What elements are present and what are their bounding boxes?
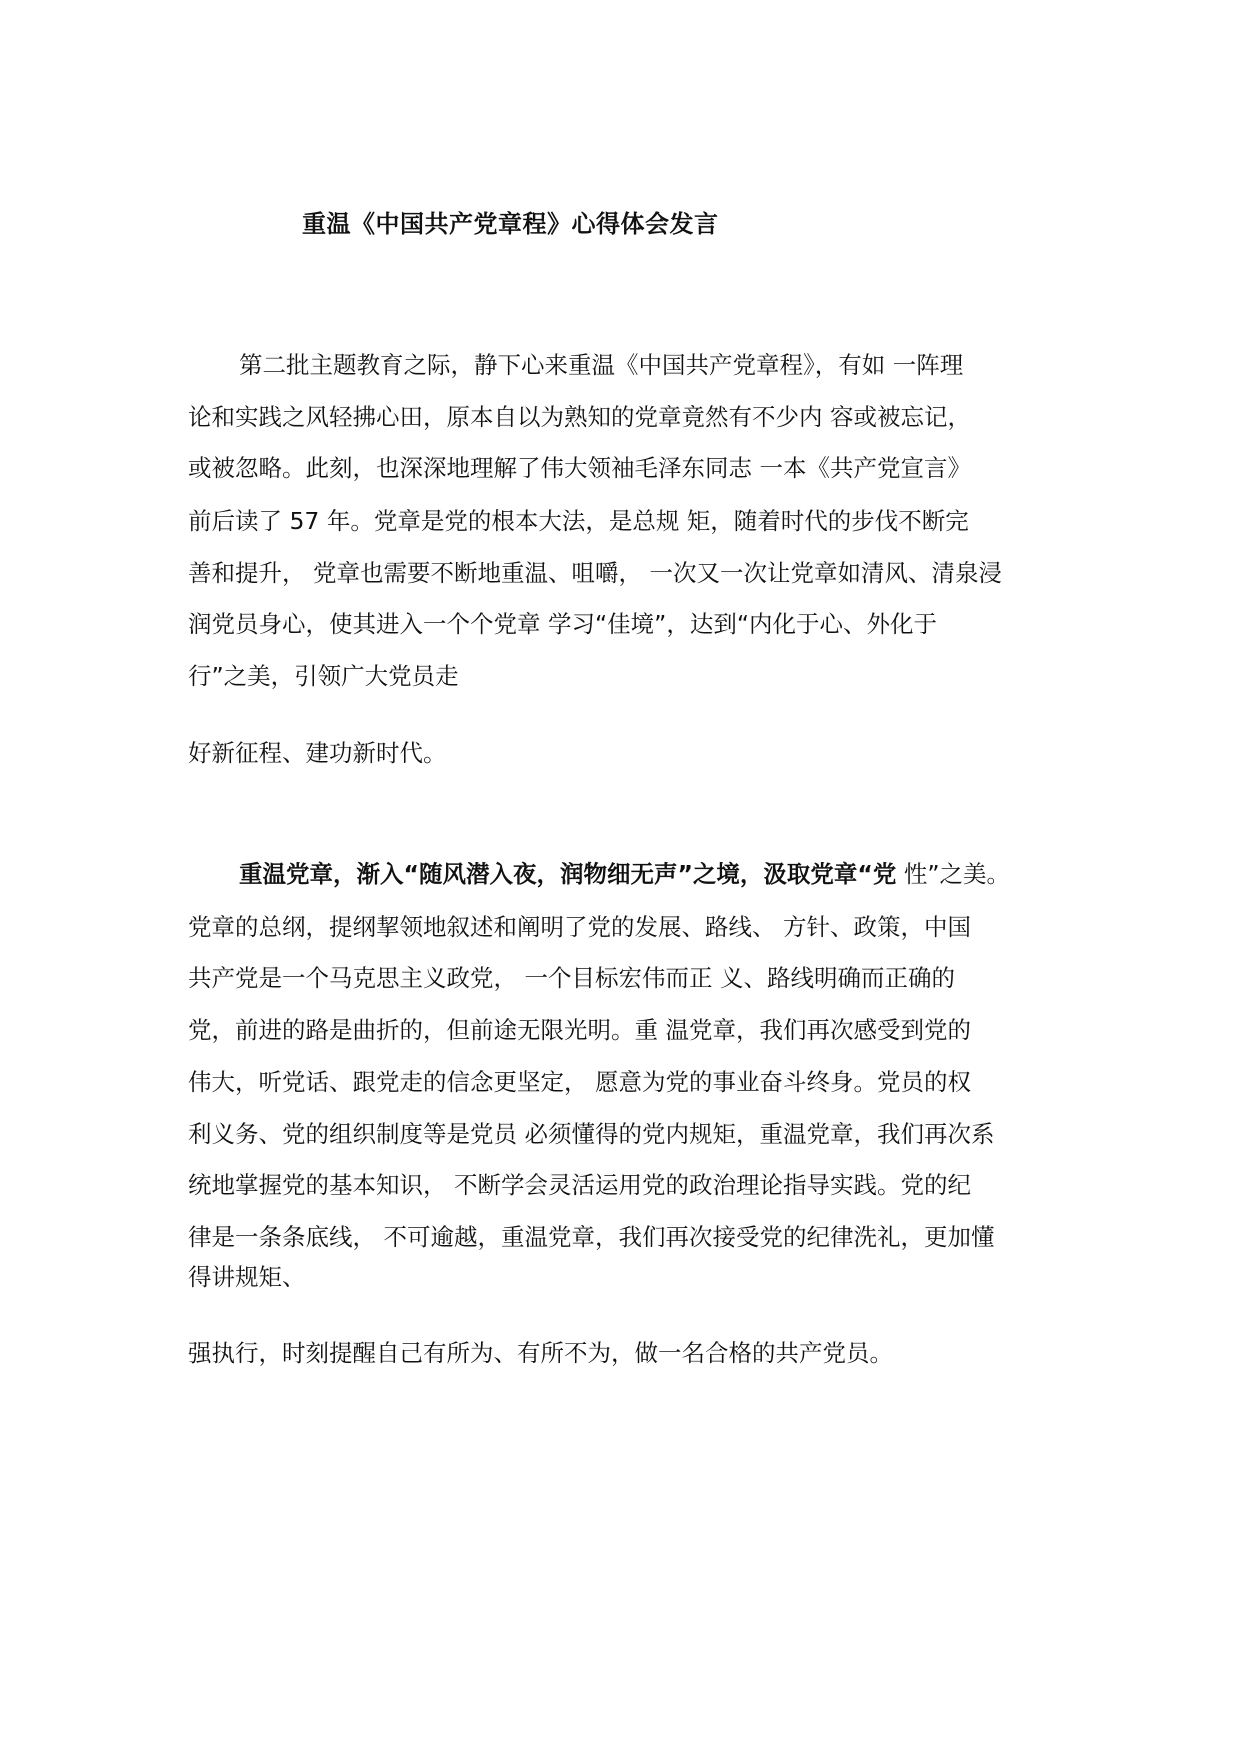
paragraph-1-line-2: 论和实践之风轻拂心田，原本自以为熟知的党章竟然有不少内 容或被忘记， — [188, 403, 971, 431]
paragraph-2-line-6: 利义务、党的组织制度等是党员 必须懂得的党内规矩，重温党章，我们再次系 — [188, 1120, 995, 1148]
paragraph-1-line-8: 好新征程、建功新时代。 — [188, 739, 447, 767]
paragraph-2-line-5: 伟大，听党话、跟党走的信念更坚定， 愿意为党的事业奋斗终身。党员的权 — [188, 1068, 971, 1096]
paragraph-2-line-7: 统地掌握党的基本知识， 不断学会灵活运用党的政治理论指导实践。党的纪 — [188, 1171, 971, 1199]
paragraph-1-line-7: 行”之美，引领广大党员走 — [188, 662, 459, 690]
document-title: 重温《中国共产党章程》心得体会发言 — [302, 210, 719, 238]
paragraph-1-line-4: 前后读了 57 年。党章是党的根本大法，是总规 矩，随着时代的步伐不断完 — [188, 507, 969, 535]
paragraph-2-line-8: 律是一条条底线， 不可逾越，重温党章，我们再次接受党的纪律洗礼，更加懂 — [188, 1223, 995, 1251]
paragraph-1-line-3: 或被忽略。此刻，也深深地理解了伟大领袖毛泽东同志 一本《共产党宣言》 — [188, 454, 971, 482]
paragraph-1-line-5: 善和提升， 党章也需要不断地重温、咀嚼， 一次又一次让党章如清风、清泉浸 — [188, 559, 1002, 587]
paragraph-2-bold-heading: 重温党章，渐入“随风潜入夜，润物细无声”之境，汲取党章“党 — [239, 860, 897, 888]
paragraph-1-line-6: 润党员身心，使其进入一个个党章 学习“佳境”，达到“内化于心、外化于 — [188, 610, 937, 638]
paragraph-2-line-4: 党，前进的路是曲折的，但前途无限光明。重 温党章，我们再次感受到党的 — [188, 1016, 971, 1044]
paragraph-2-line-1 — [239, 859, 1010, 889]
paragraph-2-line-3: 共产党是一个马克思主义政党， 一个目标宏伟而正 义、路线明确而正确的 — [188, 964, 955, 992]
paragraph-2-line-9: 得讲规矩、 — [188, 1263, 306, 1291]
paragraph-2-line-10: 强执行，时刻提醒自己有所为、有所不为，做一名合格的共产党员。 — [188, 1339, 893, 1367]
paragraph-1-line-1: 第二批主题教育之际，静下心来重温《中国共产党章程》，有如 一阵理 — [239, 351, 964, 379]
paragraph-2-line-2: 党章的总纲，提纲挈领地叙述和阐明了党的发展、路线、 方针、政策，中国 — [188, 913, 971, 941]
paragraph-2-line-1-rest: 性”之美。 — [896, 860, 1010, 888]
